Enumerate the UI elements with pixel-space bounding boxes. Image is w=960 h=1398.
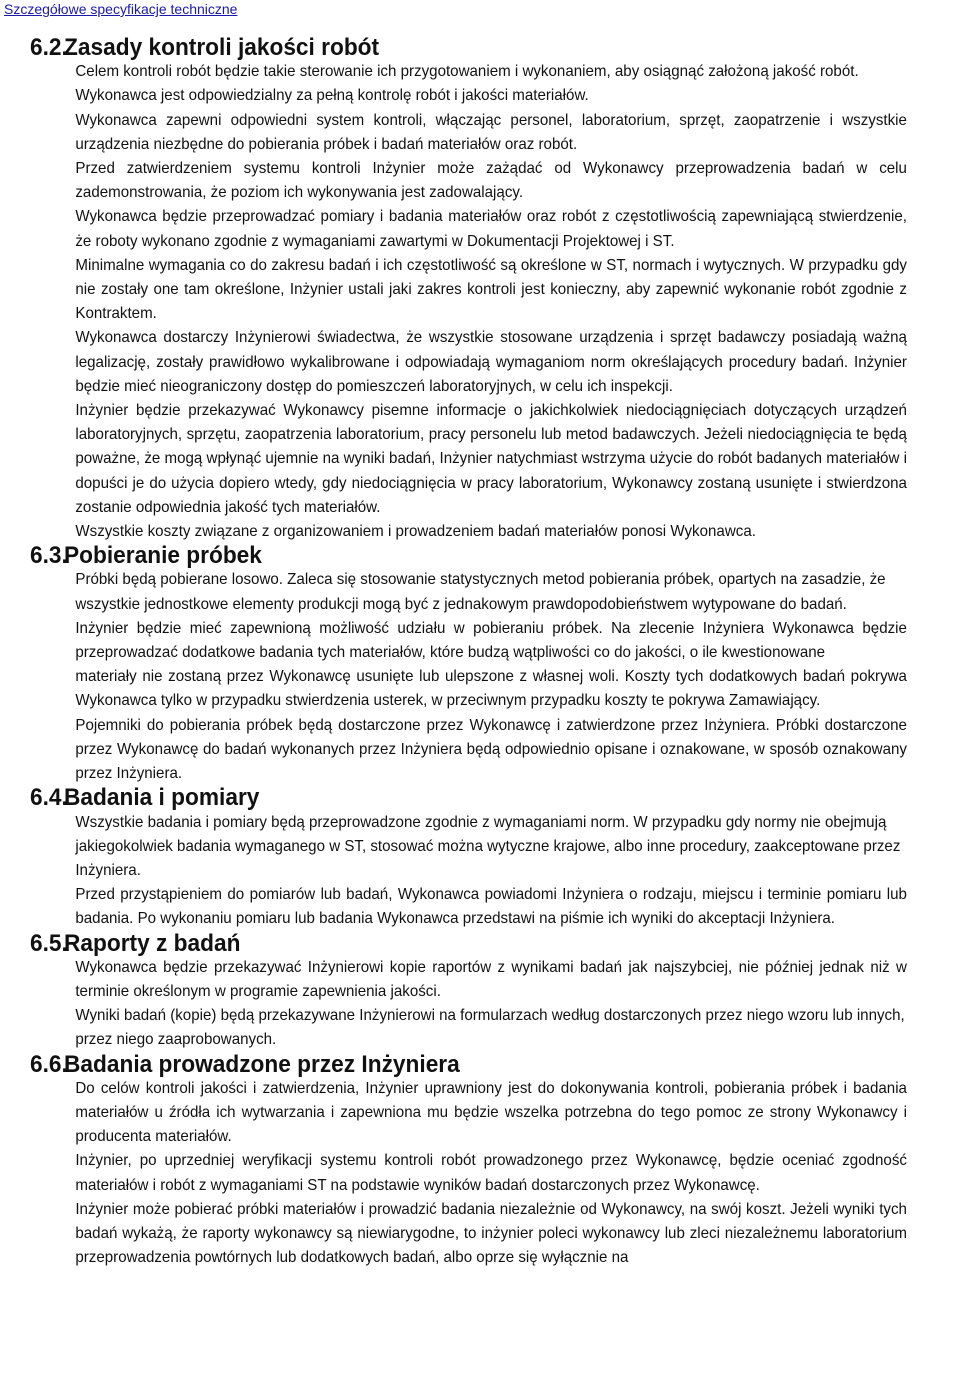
section-number: 6.5.	[30, 929, 68, 957]
paragraph: Wykonawca będzie przeprowadzać pomiary i badania materiałów oraz robót z częstotliwością zapewniającą stwierdzenie, że roboty wykonano zgodnie z wymaganiami zawartymi w Dokumentacji Projektowej i ST.	[75, 208, 907, 250]
section-heading	[30, 544, 907, 568]
section-6-4	[30, 786, 907, 931]
paragraph: Do celów kontroli jakości i zatwierdzenia, Inżynier uprawniony jest do dokonywania kontroli, pobierania próbek i badania materiałów u źródła ich wytwarzania i zapewniona mu będzie wszelka potrzebna do tego pomoc ze strony Wykonawcy i producenta materiałów.	[75, 1079, 907, 1146]
section-title: Pobieranie próbek	[64, 542, 262, 570]
section-6-5	[30, 929, 907, 1053]
paragraph: Przed przystąpieniem do pomiarów lub badań, Wykonawca powiadomi Inżyniera o rodzaju, miejscu i terminie pomiaru lub badania. Po wykonaniu pomiaru lub badania Wykonawca przedstawi na piśmie ich wyniki do akceptacji Inżyniera.	[75, 886, 907, 928]
paragraph: materiały nie zostaną przez Wykonawcę usunięte lub ulepszone z własnej woli. Koszty tych dodatkowych badań pokrywa Wykonawca tylko w przypadku stwierdzenia usterek, w przeciwnym przypadku koszty te pokrywa Zamawiający.	[75, 668, 907, 710]
section-heading	[30, 786, 907, 810]
section-number: 6.6.	[30, 1050, 68, 1078]
paragraph: Wykonawca dostarczy Inżynierowi świadectwa, że wszystkie stosowane urządzenia i sprzęt badawczy posiadają ważną legalizację, zostały prawidłowo wykalibrowane i odpowiadają wymaganiom norm określających procedury badań. Inżynier będzie mieć nieograniczony dostęp do pomieszczeń laboratoryjnych, w celu ich inspekcji.	[75, 329, 907, 395]
header-link[interactable]: Szczegółowe specyfikacje techniczne	[4, 1, 238, 17]
section-heading	[30, 36, 907, 60]
paragraph: Wykonawca jest odpowiedzialny za pełną kontrolę robót i jakości materiałów.	[75, 87, 589, 105]
section-heading	[30, 929, 907, 957]
section-number: 6.4.	[30, 784, 68, 812]
paragraph: Próbki będą pobierane losowo. Zaleca się stosowanie statystycznych metod pobierania próbek, opartych na zasadzie, że wszystkie jednostkowe elementy produkcji mogą być z jednakowym prawdopodobieństwem wytypowane do badań.	[75, 571, 886, 613]
section-heading	[30, 1050, 907, 1078]
paragraph: Przed zatwierdzeniem systemu kontroli Inżynier może zażądać od Wykonawcy przeprowadzenia badań w celu zademonstrowania, że poziom ich wykonywania jest zadowalający.	[75, 160, 907, 202]
paragraph: Pojemniki do pobierania próbek będą dostarczone przez Wykonawcę i zatwierdzone przez Inżyniera. Próbki dostarczone przez Wykonawcę do badań wykonanych przez Inżyniera będą odpowiednio opisane i oznakowane, w sposób oznakowany przez Inżyniera.	[75, 716, 907, 783]
section-6-3	[30, 544, 907, 786]
section-title: Raporty z badań	[64, 929, 241, 957]
paragraph: Wykonawca będzie przekazywać Inżynierowi kopie raportów z wynikami badań jak najszybciej, nie później jednak niż w terminie określonym w programie zapewnienia jakości.	[75, 958, 907, 1000]
paragraph: Inżynier może pobierać próbki materiałów i prowadzić badania niezależnie od Wykonawcy, na swój koszt. Jeżeli wyniki tych badań wykażą, że raporty wykonawcy są niewiarygodne, to inżynier poleci wykonawcy lub zleci niezależnemu laboratorium przeprowadzenia powtórnych lub dodatkowych badań, albo oprze się wyłącznie na	[75, 1200, 907, 1267]
paragraph: Inżynier będzie mieć zapewnioną możliwość udziału w pobieraniu próbek. Na zlecenie Inżyniera Wykonawca będzie przeprowadzać dodatkowe badania tych materiałów, które budzą wątpliwości co do jakości, o ile kwestionowane	[75, 619, 907, 662]
paragraph: Wyniki badań (kopie) będą przekazywane Inżynierowi na formularzach według dostarczonych przez niego wzoru lub innych, przez niego zaaprobowanych.	[75, 1007, 905, 1049]
paragraph: Inżynier będzie przekazywać Wykonawcy pisemne informacje o jakichkolwiek niedociągnięciach dotyczących urządzeń laboratoryjnych, sprzętu, zaopatrzenia laboratorium, pracy personelu lub metod badawczych. Jeżeli niedociągnięcia te będą poważne, że mogą wpłynąć ujemnie na wyniki badań, Inżynier natychmiast wstrzyma użycie do robót badanych materiałów i dopuści je do użycia dopiero wtedy, gdy niedociągnięcia w pracy laboratorium, Wykonawcy zostaną usunięte i stwierdzona zostanie odpowiednia jakość tych materiałów.	[75, 402, 907, 516]
section-title: Zasady kontroli jakości robót	[64, 34, 380, 61]
section-6-2	[30, 36, 907, 544]
document-body	[30, 36, 907, 1270]
paragraph: Wszystkie badania i pomiary będą przeprowadzone zgodnie z wymaganiami norm. W przypadku gdy normy nie obejmują jakiegokolwiek badania wymaganego w ST, stosować można wytyczne krajowe, albo inne procedury, zaakceptowane przez Inżyniera.	[75, 813, 901, 879]
paragraph: Wszystkie koszty związane z organizowaniem i prowadzeniem badań materiałów ponosi Wykonawca.	[75, 523, 756, 541]
section-6-6	[30, 1050, 907, 1271]
paragraph: Minimalne wymagania co do zakresu badań i ich częstotliwość są określone w ST, normach i wytycznych. W przypadku gdy nie zostały one tam określone, Inżynier ustali jaki zakres kontroli jest konieczny, aby zapewnić wykonanie robót zgodnie z Kontraktem.	[75, 256, 907, 323]
paragraph: Wykonawca zapewni odpowiedni system kontroli, włączając personel, laboratorium, sprzęt, zaopatrzenie i wszystkie urządzenia niezbędne do pobierania próbek i badań materiałów oraz robót.	[75, 111, 907, 153]
section-title: Badania i pomiary	[64, 784, 260, 812]
section-number: 6.2.	[30, 34, 68, 61]
paragraph: Inżynier, po uprzedniej weryfikacji systemu kontroli robót prowadzonego przez Wykonawcę, będzie oceniać zgodność materiałów i robót z wymaganiami ST na podstawie wyników badań dostarczonych przez Wykonawcę.	[75, 1152, 907, 1194]
paragraph: Celem kontroli robót będzie takie sterowanie ich przygotowaniem i wykonaniem, aby osiągnąć założoną jakość robót.	[75, 63, 859, 81]
section-number: 6.3.	[30, 542, 68, 570]
section-title: Badania prowadzone przez Inżyniera	[64, 1050, 460, 1078]
